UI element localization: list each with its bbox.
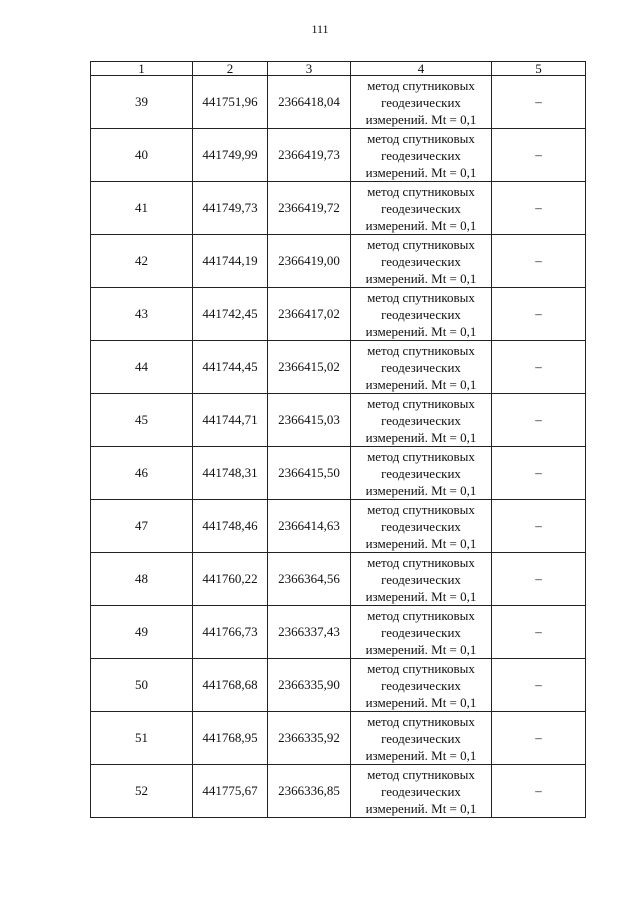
table-row	[91, 394, 586, 447]
table-row	[91, 553, 586, 606]
table-row	[91, 341, 586, 394]
method-line: измерений. Mt = 0,1	[365, 641, 477, 657]
point-number: 52	[135, 783, 148, 798]
point-number: 39	[135, 94, 148, 109]
note-dash: –	[535, 624, 542, 639]
point-number: 43	[135, 306, 148, 321]
note-dash: –	[535, 730, 542, 745]
method-line: метод спутниковых	[367, 660, 475, 676]
column-header: 4	[417, 61, 425, 76]
point-number: 40	[135, 147, 148, 162]
note-dash: –	[535, 465, 542, 480]
point-number: 48	[135, 571, 148, 586]
method-line: метод спутниковых	[367, 713, 475, 729]
method-cell	[351, 447, 492, 500]
method-line: метод спутниковых	[367, 183, 475, 199]
coordinate-x: 441744,45	[202, 359, 258, 374]
note-dash: –	[535, 412, 542, 427]
method-line: метод спутниковых	[367, 766, 475, 782]
method-line: измерений. Mt = 0,1	[365, 747, 477, 763]
note-dash: –	[535, 359, 542, 374]
coordinate-y: 2366415,02	[278, 359, 340, 374]
point-number: 41	[135, 200, 148, 215]
column-header: 2	[226, 61, 234, 76]
point-number: 50	[135, 677, 148, 692]
table-row	[91, 76, 586, 129]
column-header: 5	[535, 61, 542, 76]
coordinate-y: 2366418,04	[278, 94, 340, 109]
table-row	[91, 606, 586, 659]
method-line: измерений. Mt = 0,1	[365, 217, 477, 233]
method-line: измерений. Mt = 0,1	[365, 270, 477, 286]
method-line: метод спутниковых	[367, 554, 475, 570]
point-number: 42	[135, 253, 148, 268]
note-dash: –	[535, 571, 542, 586]
method-line: измерений. Mt = 0,1	[365, 482, 477, 498]
method-line: измерений. Mt = 0,1	[365, 429, 477, 445]
method-line: геодезических	[381, 200, 461, 216]
method-line: измерений. Mt = 0,1	[365, 535, 477, 551]
coordinate-y: 2366415,50	[278, 465, 340, 480]
coordinate-x: 441751,96	[202, 94, 258, 109]
method-cell	[351, 76, 492, 129]
method-cell	[351, 606, 492, 659]
coordinate-x: 441768,68	[202, 677, 258, 692]
method-line: измерений. Mt = 0,1	[365, 164, 477, 180]
method-line: геодезических	[381, 359, 461, 375]
method-line: измерений. Mt = 0,1	[365, 376, 477, 392]
method-line: измерений. Mt = 0,1	[365, 111, 477, 127]
table-row	[91, 129, 586, 182]
note-dash: –	[535, 200, 542, 215]
method-cell	[351, 235, 492, 288]
method-line: геодезических	[381, 571, 461, 587]
coordinate-x: 441766,73	[202, 624, 258, 639]
coordinate-y: 2366417,02	[278, 306, 340, 321]
method-line: геодезических	[381, 306, 461, 322]
coordinate-y: 2366364,56	[278, 571, 340, 586]
method-line: геодезических	[381, 465, 461, 481]
coordinate-x: 441749,73	[202, 200, 258, 215]
table-row	[91, 659, 586, 712]
table-row	[91, 712, 586, 765]
coordinate-x: 441768,95	[202, 730, 258, 745]
method-cell	[351, 341, 492, 394]
method-line: измерений. Mt = 0,1	[365, 694, 477, 710]
coordinate-y: 2366337,43	[278, 624, 340, 639]
method-line: метод спутниковых	[367, 607, 475, 623]
method-cell	[351, 288, 492, 341]
point-number: 44	[135, 359, 148, 374]
note-dash: –	[535, 253, 542, 268]
method-line: метод спутниковых	[367, 236, 475, 252]
method-line: метод спутниковых	[367, 501, 475, 517]
method-line: геодезических	[381, 677, 461, 693]
method-line: измерений. Mt = 0,1	[365, 800, 477, 816]
method-line: метод спутниковых	[367, 448, 475, 464]
method-line: геодезических	[381, 94, 461, 110]
note-dash: –	[535, 518, 542, 533]
method-line: измерений. Mt = 0,1	[365, 323, 477, 339]
coordinate-x: 441744,71	[202, 412, 258, 427]
coordinate-y: 2366335,90	[278, 677, 340, 692]
coordinate-x: 441760,22	[202, 571, 258, 586]
point-number: 51	[135, 730, 148, 745]
table-row	[91, 235, 586, 288]
method-line: метод спутниковых	[367, 289, 475, 305]
coordinate-y: 2366419,00	[278, 253, 340, 268]
method-line: геодезических	[381, 253, 461, 269]
method-line: метод спутниковых	[367, 395, 475, 411]
coordinate-x: 441749,99	[202, 147, 258, 162]
coordinate-x: 441775,67	[202, 783, 258, 798]
method-line: геодезических	[381, 412, 461, 428]
page-number: 111	[311, 22, 329, 36]
table-header-row	[91, 62, 586, 76]
method-line: геодезических	[381, 730, 461, 746]
column-header: 3	[305, 61, 313, 76]
method-cell	[351, 765, 492, 818]
note-dash: –	[535, 783, 542, 798]
coordinate-x: 441748,31	[202, 465, 258, 480]
method-line: геодезических	[381, 783, 461, 799]
method-cell	[351, 712, 492, 765]
coordinate-x: 441742,45	[202, 306, 258, 321]
note-dash: –	[535, 94, 542, 109]
table-row	[91, 182, 586, 235]
method-line: метод спутниковых	[367, 130, 475, 146]
coordinate-y: 2366415,03	[278, 412, 340, 427]
coordinate-y: 2366335,92	[278, 730, 340, 745]
coordinate-x: 441748,46	[202, 518, 258, 533]
method-cell	[351, 553, 492, 606]
method-cell	[351, 500, 492, 553]
table-row	[91, 288, 586, 341]
coordinates-table	[90, 61, 586, 818]
coordinate-y: 2366336,85	[278, 783, 340, 798]
method-line: геодезических	[381, 518, 461, 534]
coordinate-y: 2366414,63	[278, 518, 340, 533]
coordinate-y: 2366419,72	[278, 200, 340, 215]
method-line: геодезических	[381, 147, 461, 163]
method-cell	[351, 182, 492, 235]
method-cell	[351, 659, 492, 712]
point-number: 46	[135, 465, 148, 480]
method-line: геодезических	[381, 624, 461, 640]
method-line: измерений. Mt = 0,1	[365, 588, 477, 604]
note-dash: –	[535, 677, 542, 692]
note-dash: –	[535, 147, 542, 162]
method-cell	[351, 394, 492, 447]
column-header: 1	[138, 61, 145, 76]
coordinate-y: 2366419,73	[278, 147, 340, 162]
method-line: метод спутниковых	[367, 342, 475, 358]
coordinate-x: 441744,19	[202, 253, 258, 268]
table-row	[91, 500, 586, 553]
table-row	[91, 447, 586, 500]
point-number: 45	[135, 412, 148, 427]
note-dash: –	[535, 306, 542, 321]
method-cell	[351, 129, 492, 182]
method-line: метод спутниковых	[367, 77, 475, 93]
point-number: 49	[135, 624, 148, 639]
point-number: 47	[135, 518, 148, 533]
table-row	[91, 765, 586, 818]
